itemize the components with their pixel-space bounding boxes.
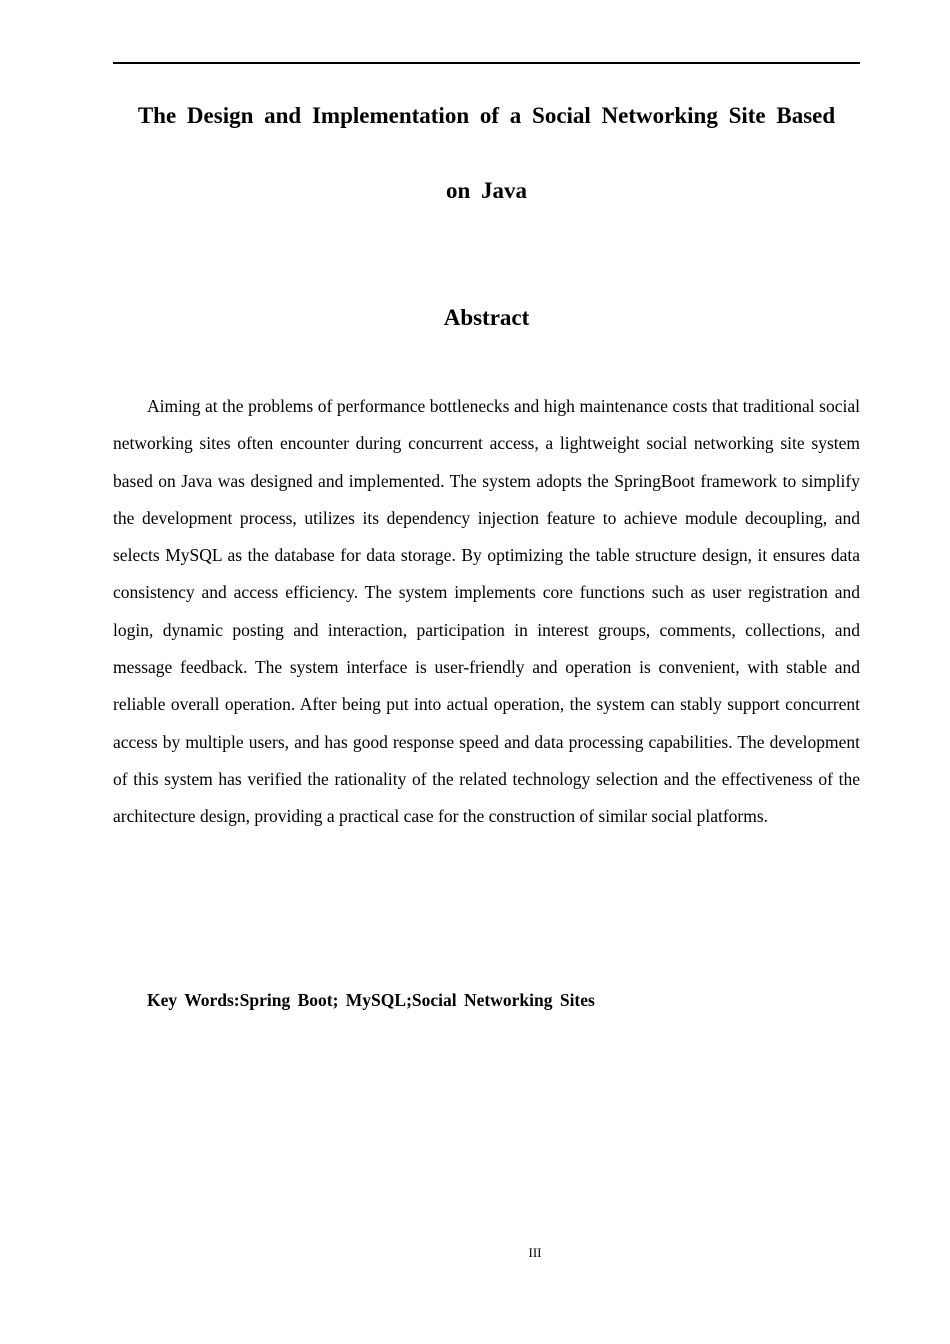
keywords-value: Spring Boot; MySQL;Social Networking Sites [239,990,595,1010]
abstract-body: Aiming at the problems of performance bottlenecks and high maintenance costs that traditional social networking sites often encounter during concurrent access, a lightweight social networking site system based on Java was designed and implemented. The system adopts the SpringBoot framework to simplify the development process, utilizes its dependency injection feature to achieve module decoupling, and selects MySQL as the database for data storage. By optimizing the table structure design, it ensures data consistency and access efficiency. The system implements core functions such as user registration and login, dynamic posting and interaction, participation in interest groups, comments, collections, and message feedback. The system interface is user-friendly and operation is convenient, with stable and reliable overall operation. After being put into actual operation, the system can stably support concurrent access by multiple users, and has good response speed and data processing capabilities. The development of this system has verified the rationality of the related technology selection and the effectiveness of the architecture design, providing a practical case for the construction of similar social platforms. [113,396,860,827]
title-line-2: on Java [445,178,528,203]
document-title [113,78,860,228]
title-line-1: The Design and Implementation of a Social Networking Site Based [137,103,836,128]
keywords-label: Key Words: [147,990,240,1010]
page-number: III [528,1245,542,1260]
header-rule [113,62,860,64]
abstract-heading: Abstract [443,305,530,330]
keywords [147,985,860,1015]
